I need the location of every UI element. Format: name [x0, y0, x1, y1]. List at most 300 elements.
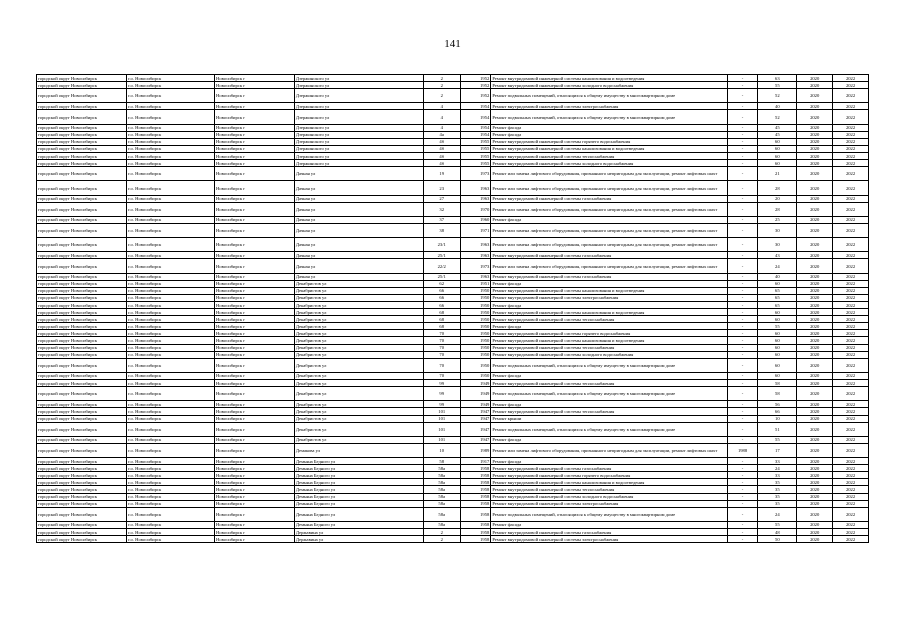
- cell-build-year: 1949: [460, 387, 491, 401]
- cell-locality: Новосибирск г: [215, 280, 295, 287]
- cell-end-year: 2022: [833, 89, 869, 103]
- cell-build-year: 1949: [460, 401, 491, 408]
- cell-end-year: 2022: [833, 82, 869, 89]
- cell-city: г.о. Новосибирск: [127, 323, 215, 330]
- table-row: [37, 408, 869, 415]
- cell-city: г.о. Новосибирск: [127, 337, 215, 344]
- cell-value: 60: [758, 344, 797, 351]
- cell-street: Декабристов ул: [294, 330, 423, 337]
- cell-extra: -: [727, 287, 758, 294]
- cell-house: 32: [423, 202, 460, 216]
- cell-city: г.о. Новосибирск: [127, 287, 215, 294]
- cell-extra: -: [727, 458, 758, 465]
- cell-locality: Новосибирск г: [215, 408, 295, 415]
- cell-value: 55: [758, 323, 797, 330]
- cell-value: 20: [758, 195, 797, 202]
- cell-city: г.о. Новосибирск: [127, 507, 215, 521]
- cell-street: Дачная ул: [294, 252, 423, 259]
- cell-value: 35: [758, 479, 797, 486]
- cell-work-type: Ремонт внутридомовой инженерной системы канализования и водоотведения: [491, 287, 727, 294]
- cell-extra: -: [727, 223, 758, 237]
- cell-start-year: 2020: [797, 103, 833, 110]
- cell-extra: -: [727, 89, 758, 103]
- cell-street: Декабристов ул: [294, 436, 423, 443]
- cell-okrug: городской округ Новосибирск: [37, 309, 127, 316]
- cell-city: г.о. Новосибирск: [127, 372, 215, 379]
- cell-okrug: городской округ Новосибирск: [37, 408, 127, 415]
- cell-street: Декабристов ул: [294, 302, 423, 309]
- cell-value: 55: [758, 521, 797, 528]
- cell-locality: Новосибирск г: [215, 138, 295, 145]
- cell-house: 101: [423, 408, 460, 415]
- cell-extra: -: [727, 280, 758, 287]
- cell-extra: -: [727, 202, 758, 216]
- table-row: [37, 472, 869, 479]
- cell-locality: Новосибирск г: [215, 103, 295, 110]
- cell-locality: Новосибирск г: [215, 131, 295, 138]
- cell-extra: -: [727, 521, 758, 528]
- cell-extra: -: [727, 294, 758, 301]
- cell-locality: Новосибирск г: [215, 401, 295, 408]
- cell-value: 30: [758, 238, 797, 252]
- cell-street: Демьяна Бедного ул: [294, 500, 423, 507]
- cell-end-year: 2022: [833, 287, 869, 294]
- table-row: [37, 145, 869, 152]
- cell-okrug: городской округ Новосибирск: [37, 103, 127, 110]
- cell-city: г.о. Новосибирск: [127, 216, 215, 223]
- cell-house: 27: [423, 195, 460, 202]
- cell-street: Демьяна Бедного ул: [294, 472, 423, 479]
- cell-street: Дачная ул: [294, 181, 423, 195]
- table-row: [37, 75, 869, 82]
- cell-build-year: 1949: [460, 380, 491, 387]
- cell-okrug: городской округ Новосибирск: [37, 195, 127, 202]
- cell-work-type: Ремонт фасада: [491, 401, 727, 408]
- cell-house: 2: [423, 89, 460, 103]
- cell-build-year: 1958: [460, 486, 491, 493]
- table-row: [37, 422, 869, 436]
- cell-start-year: 2020: [797, 472, 833, 479]
- cell-okrug: городской округ Новосибирск: [37, 167, 127, 181]
- table-row: [37, 493, 869, 500]
- cell-work-type: Ремонт внутридомовой инженерной системы газоснабжения: [491, 465, 727, 472]
- cell-end-year: 2022: [833, 138, 869, 145]
- cell-city: г.о. Новосибирск: [127, 380, 215, 387]
- cell-value: 40: [758, 103, 797, 110]
- cell-work-type: Ремонт подвальных помещений, относящихся к общему имуществу в многоквартирном доме: [491, 358, 727, 372]
- cell-start-year: 2020: [797, 287, 833, 294]
- cell-start-year: 2020: [797, 351, 833, 358]
- cell-work-type: Ремонт внутридомовой инженерной системы газоснабжения: [491, 273, 727, 280]
- cell-build-year: 1955: [460, 138, 491, 145]
- cell-okrug: городской округ Новосибирск: [37, 415, 127, 422]
- cell-locality: Новосибирск г: [215, 167, 295, 181]
- table-row: [37, 273, 869, 280]
- cell-start-year: 2020: [797, 422, 833, 436]
- cell-end-year: 2022: [833, 223, 869, 237]
- table-row: [37, 479, 869, 486]
- cell-house: 4б: [423, 145, 460, 152]
- cell-street: Дачная ул: [294, 273, 423, 280]
- cell-locality: Новосибирск г: [215, 472, 295, 479]
- cell-end-year: 2022: [833, 145, 869, 152]
- cell-okrug: городской округ Новосибирск: [37, 181, 127, 195]
- cell-house: 99: [423, 380, 460, 387]
- cell-work-type: Ремонт подвальных помещений, относящихся к общему имуществу в многоквартирном доме: [491, 422, 727, 436]
- cell-extra: -: [727, 529, 758, 536]
- cell-end-year: 2022: [833, 465, 869, 472]
- cell-value: 65: [758, 302, 797, 309]
- cell-end-year: 2022: [833, 309, 869, 316]
- cell-city: г.о. Новосибирск: [127, 280, 215, 287]
- cell-work-type: Ремонт внутридомовой инженерной системы горячего водоснабжения: [491, 330, 727, 337]
- cell-okrug: городской округ Новосибирск: [37, 337, 127, 344]
- cell-city: г.о. Новосибирск: [127, 153, 215, 160]
- cell-locality: Новосибирск г: [215, 110, 295, 124]
- cell-build-year: 1958: [460, 529, 491, 536]
- cell-extra: -: [727, 75, 758, 82]
- cell-start-year: 2020: [797, 153, 833, 160]
- cell-work-type: Ремонт внутридомовой инженерной системы электроснабжения: [491, 103, 727, 110]
- cell-extra: -: [727, 422, 758, 436]
- cell-city: г.о. Новосибирск: [127, 493, 215, 500]
- cell-start-year: 2020: [797, 216, 833, 223]
- cell-house: 58а: [423, 465, 460, 472]
- cell-end-year: 2022: [833, 167, 869, 181]
- cell-extra: -: [727, 273, 758, 280]
- cell-street: Дзержинского ул: [294, 124, 423, 131]
- cell-locality: Новосибирск г: [215, 458, 295, 465]
- cell-value: 40: [758, 273, 797, 280]
- cell-street: Дзержинского ул: [294, 138, 423, 145]
- table-row: [37, 330, 869, 337]
- cell-house: 70: [423, 344, 460, 351]
- cell-end-year: 2022: [833, 131, 869, 138]
- cell-city: г.о. Новосибирск: [127, 89, 215, 103]
- cell-end-year: 2022: [833, 486, 869, 493]
- table-row: [37, 216, 869, 223]
- cell-build-year: 1950: [460, 302, 491, 309]
- cell-okrug: городской округ Новосибирск: [37, 500, 127, 507]
- cell-work-type: Ремонт или замена лифтового оборудования, признанного непригодным для эксплуатации, ремонт лифтовых шахт: [491, 202, 727, 216]
- cell-end-year: 2022: [833, 337, 869, 344]
- cell-build-year: 1950: [460, 287, 491, 294]
- cell-build-year: 1973: [460, 259, 491, 273]
- table-row: [37, 309, 869, 316]
- cell-locality: Новосибирск г: [215, 358, 295, 372]
- cell-work-type: Ремонт подвальных помещений, относящихся к общему имуществу в многоквартирном доме: [491, 507, 727, 521]
- cell-value: 60: [758, 372, 797, 379]
- cell-value: 21: [758, 167, 797, 181]
- cell-city: г.о. Новосибирск: [127, 401, 215, 408]
- cell-locality: Новосибирск г: [215, 153, 295, 160]
- cell-start-year: 2020: [797, 238, 833, 252]
- cell-okrug: городской округ Новосибирск: [37, 252, 127, 259]
- cell-work-type: Ремонт фасада: [491, 131, 727, 138]
- cell-street: Декабристов ул: [294, 344, 423, 351]
- table-row: [37, 500, 869, 507]
- cell-build-year: 1950: [460, 323, 491, 330]
- cell-end-year: 2022: [833, 323, 869, 330]
- cell-work-type: Ремонт внутридомовой инженерной системы горячего водоснабжения: [491, 472, 727, 479]
- cell-city: г.о. Новосибирск: [127, 273, 215, 280]
- cell-value: 63: [758, 75, 797, 82]
- table-row: [37, 521, 869, 528]
- cell-work-type: Ремонт фасада: [491, 302, 727, 309]
- cell-work-type: Ремонт внутридомовой инженерной системы теплоснабжения: [491, 153, 727, 160]
- cell-street: Декабристов ул: [294, 309, 423, 316]
- cell-value: 56: [758, 401, 797, 408]
- cell-start-year: 2020: [797, 408, 833, 415]
- cell-street: Декабристов ул: [294, 408, 423, 415]
- cell-street: Демьяна Бедного ул: [294, 465, 423, 472]
- cell-house: 4: [423, 110, 460, 124]
- table-row: [37, 316, 869, 323]
- cell-extra: -: [727, 309, 758, 316]
- cell-house: 101: [423, 436, 460, 443]
- cell-house: 101: [423, 422, 460, 436]
- cell-extra: -: [727, 195, 758, 202]
- cell-street: Дзержинского ул: [294, 153, 423, 160]
- cell-city: г.о. Новосибирск: [127, 536, 215, 543]
- cell-work-type: Ремонт подвальных помещений, относящихся к общему имуществу в многоквартирном доме: [491, 110, 727, 124]
- cell-street: Декабристов ул: [294, 294, 423, 301]
- cell-okrug: городской округ Новосибирск: [37, 223, 127, 237]
- cell-house: 10: [423, 443, 460, 457]
- cell-work-type: Ремонт внутридомовой инженерной системы теплоснабжения: [491, 344, 727, 351]
- cell-extra: -: [727, 103, 758, 110]
- cell-city: г.о. Новосибирск: [127, 202, 215, 216]
- cell-extra: -: [727, 316, 758, 323]
- cell-street: Декабристов ул: [294, 415, 423, 422]
- cell-start-year: 2020: [797, 131, 833, 138]
- cell-city: г.о. Новосибирск: [127, 223, 215, 237]
- cell-locality: Новосибирск г: [215, 436, 295, 443]
- table-row: [37, 458, 869, 465]
- cell-street: Державина ул: [294, 536, 423, 543]
- cell-house: 62: [423, 280, 460, 287]
- cell-city: г.о. Новосибирск: [127, 145, 215, 152]
- cell-start-year: 2020: [797, 195, 833, 202]
- cell-build-year: 1958: [460, 472, 491, 479]
- cell-extra: -: [727, 536, 758, 543]
- cell-work-type: Ремонт внутридомовой инженерной системы теплоснабжения: [491, 316, 727, 323]
- cell-locality: Новосибирск г: [215, 486, 295, 493]
- cell-start-year: 2020: [797, 415, 833, 422]
- cell-end-year: 2022: [833, 458, 869, 465]
- cell-street: Дзержинского ул: [294, 82, 423, 89]
- cell-street: Декабристов ул: [294, 422, 423, 436]
- cell-locality: Новосибирск г: [215, 493, 295, 500]
- cell-work-type: Ремонт внутридомовой инженерной системы холодного водоснабжения: [491, 82, 727, 89]
- cell-start-year: 2020: [797, 372, 833, 379]
- table-row: [37, 153, 869, 160]
- cell-build-year: 1917: [460, 458, 491, 465]
- cell-locality: Новосибирск г: [215, 415, 295, 422]
- cell-build-year: 1958: [460, 536, 491, 543]
- cell-locality: Новосибирск г: [215, 529, 295, 536]
- cell-locality: Новосибирск г: [215, 479, 295, 486]
- cell-street: Дзержинского ул: [294, 145, 423, 152]
- table-row: [37, 415, 869, 422]
- cell-street: Декабристов ул: [294, 337, 423, 344]
- cell-street: Декабристов ул: [294, 351, 423, 358]
- cell-extra: -: [727, 216, 758, 223]
- cell-okrug: городской округ Новосибирск: [37, 443, 127, 457]
- table-row: [37, 103, 869, 110]
- cell-value: 60: [758, 138, 797, 145]
- cell-extra: -: [727, 493, 758, 500]
- cell-city: г.о. Новосибирск: [127, 415, 215, 422]
- cell-end-year: 2022: [833, 443, 869, 457]
- cell-end-year: 2022: [833, 422, 869, 436]
- cell-start-year: 2020: [797, 302, 833, 309]
- cell-value: 58: [758, 387, 797, 401]
- cell-build-year: 1951: [460, 280, 491, 287]
- table-row: [37, 202, 869, 216]
- table-row: [37, 238, 869, 252]
- cell-city: г.о. Новосибирск: [127, 500, 215, 507]
- cell-end-year: 2022: [833, 351, 869, 358]
- cell-okrug: городской округ Новосибирск: [37, 486, 127, 493]
- cell-locality: Новосибирск г: [215, 238, 295, 252]
- cell-work-type: Ремонт фасада: [491, 323, 727, 330]
- cell-build-year: 1955: [460, 145, 491, 152]
- cell-locality: Новосибирск г: [215, 536, 295, 543]
- cell-okrug: городской округ Новосибирск: [37, 358, 127, 372]
- cell-end-year: 2022: [833, 280, 869, 287]
- cell-city: г.о. Новосибирск: [127, 472, 215, 479]
- cell-build-year: 1954: [460, 131, 491, 138]
- cell-house: 23: [423, 181, 460, 195]
- cell-okrug: городской округ Новосибирск: [37, 138, 127, 145]
- cell-work-type: Ремонт внутридомовой инженерной системы теплоснабжения: [491, 380, 727, 387]
- cell-work-type: Ремонт внутридомовой инженерной системы газоснабжения: [491, 195, 727, 202]
- cell-work-type: Ремонт внутридомовой инженерной системы холодного водоснабжения: [491, 351, 727, 358]
- cell-value: 65: [758, 294, 797, 301]
- cell-extra: -: [727, 380, 758, 387]
- cell-end-year: 2022: [833, 521, 869, 528]
- cell-extra: -: [727, 408, 758, 415]
- cell-start-year: 2020: [797, 529, 833, 536]
- cell-house: 4б: [423, 138, 460, 145]
- cell-house: 2: [423, 536, 460, 543]
- cell-value: 28: [758, 181, 797, 195]
- cell-start-year: 2020: [797, 337, 833, 344]
- cell-build-year: 1954: [460, 124, 491, 131]
- cell-okrug: городской округ Новосибирск: [37, 521, 127, 528]
- table-row: [37, 344, 869, 351]
- cell-okrug: городской округ Новосибирск: [37, 472, 127, 479]
- cell-extra: -: [727, 110, 758, 124]
- cell-extra: -: [727, 387, 758, 401]
- cell-street: Декабристов ул: [294, 316, 423, 323]
- cell-street: Демьяна Бедного ул: [294, 486, 423, 493]
- cell-end-year: 2022: [833, 344, 869, 351]
- cell-build-year: 1963: [460, 252, 491, 259]
- cell-street: Демакова ул: [294, 443, 423, 457]
- cell-extra: -: [727, 507, 758, 521]
- cell-start-year: 2020: [797, 223, 833, 237]
- cell-locality: Новосибирск г: [215, 287, 295, 294]
- cell-house: 58а: [423, 500, 460, 507]
- cell-work-type: Ремонт фасада: [491, 216, 727, 223]
- cell-end-year: 2022: [833, 103, 869, 110]
- cell-city: г.о. Новосибирск: [127, 351, 215, 358]
- cell-build-year: 1958: [460, 500, 491, 507]
- cell-build-year: 1958: [460, 479, 491, 486]
- cell-build-year: 1963: [460, 181, 491, 195]
- cell-value: 17: [758, 443, 797, 457]
- cell-city: г.о. Новосибирск: [127, 131, 215, 138]
- cell-value: 30: [758, 223, 797, 237]
- cell-start-year: 2020: [797, 344, 833, 351]
- cell-house: 23/1: [423, 238, 460, 252]
- cell-okrug: городской округ Новосибирск: [37, 493, 127, 500]
- cell-work-type: Ремонт внутридомовой инженерной системы канализования и водоотведения: [491, 337, 727, 344]
- cell-value: 60: [758, 337, 797, 344]
- cell-locality: Новосибирск г: [215, 302, 295, 309]
- cell-end-year: 2022: [833, 507, 869, 521]
- cell-work-type: Ремонт внутридомовой инженерной системы холодного водоснабжения: [491, 493, 727, 500]
- cell-city: г.о. Новосибирск: [127, 294, 215, 301]
- cell-value: 24: [758, 259, 797, 273]
- cell-locality: Новосибирск г: [215, 216, 295, 223]
- cell-extra: -: [727, 500, 758, 507]
- cell-value: 60: [758, 160, 797, 167]
- cell-extra: -: [727, 465, 758, 472]
- cell-house: 25/1: [423, 273, 460, 280]
- cell-city: г.о. Новосибирск: [127, 75, 215, 82]
- cell-okrug: городской округ Новосибирск: [37, 380, 127, 387]
- table-row: [37, 323, 869, 330]
- cell-okrug: городской округ Новосибирск: [37, 323, 127, 330]
- table-row: [37, 380, 869, 387]
- cell-start-year: 2020: [797, 202, 833, 216]
- cell-work-type: Ремонт внутридомовой инженерной системы канализования и водоотведения: [491, 145, 727, 152]
- cell-value: 35: [758, 500, 797, 507]
- cell-okrug: городской округ Новосибирск: [37, 507, 127, 521]
- cell-work-type: Ремонт или замена лифтового оборудования, признанного непригодным для эксплуатации, ремонт лифтовых шахт: [491, 238, 727, 252]
- cell-build-year: 1973: [460, 167, 491, 181]
- cell-city: г.о. Новосибирск: [127, 138, 215, 145]
- cell-end-year: 2022: [833, 195, 869, 202]
- cell-street: Демьяна Бедного ул: [294, 521, 423, 528]
- cell-start-year: 2020: [797, 145, 833, 152]
- cell-street: Дзержинского ул: [294, 75, 423, 82]
- table-row: [37, 252, 869, 259]
- cell-locality: Новосибирск г: [215, 351, 295, 358]
- cell-okrug: городской округ Новосибирск: [37, 238, 127, 252]
- cell-okrug: городской округ Новосибирск: [37, 82, 127, 89]
- cell-okrug: городской округ Новосибирск: [37, 536, 127, 543]
- cell-locality: Новосибирск г: [215, 500, 295, 507]
- cell-street: Дачная ул: [294, 238, 423, 252]
- cell-start-year: 2020: [797, 493, 833, 500]
- table-row: [37, 89, 869, 103]
- table-row: [37, 401, 869, 408]
- cell-start-year: 2020: [797, 465, 833, 472]
- cell-value: 55: [758, 436, 797, 443]
- cell-okrug: городской округ Новосибирск: [37, 75, 127, 82]
- cell-okrug: городской округ Новосибирск: [37, 273, 127, 280]
- cell-locality: Новосибирск г: [215, 160, 295, 167]
- cell-okrug: городской округ Новосибирск: [37, 124, 127, 131]
- cell-extra: -: [727, 238, 758, 252]
- cell-start-year: 2020: [797, 280, 833, 287]
- cell-okrug: городской округ Новосибирск: [37, 372, 127, 379]
- cell-extra: -: [727, 330, 758, 337]
